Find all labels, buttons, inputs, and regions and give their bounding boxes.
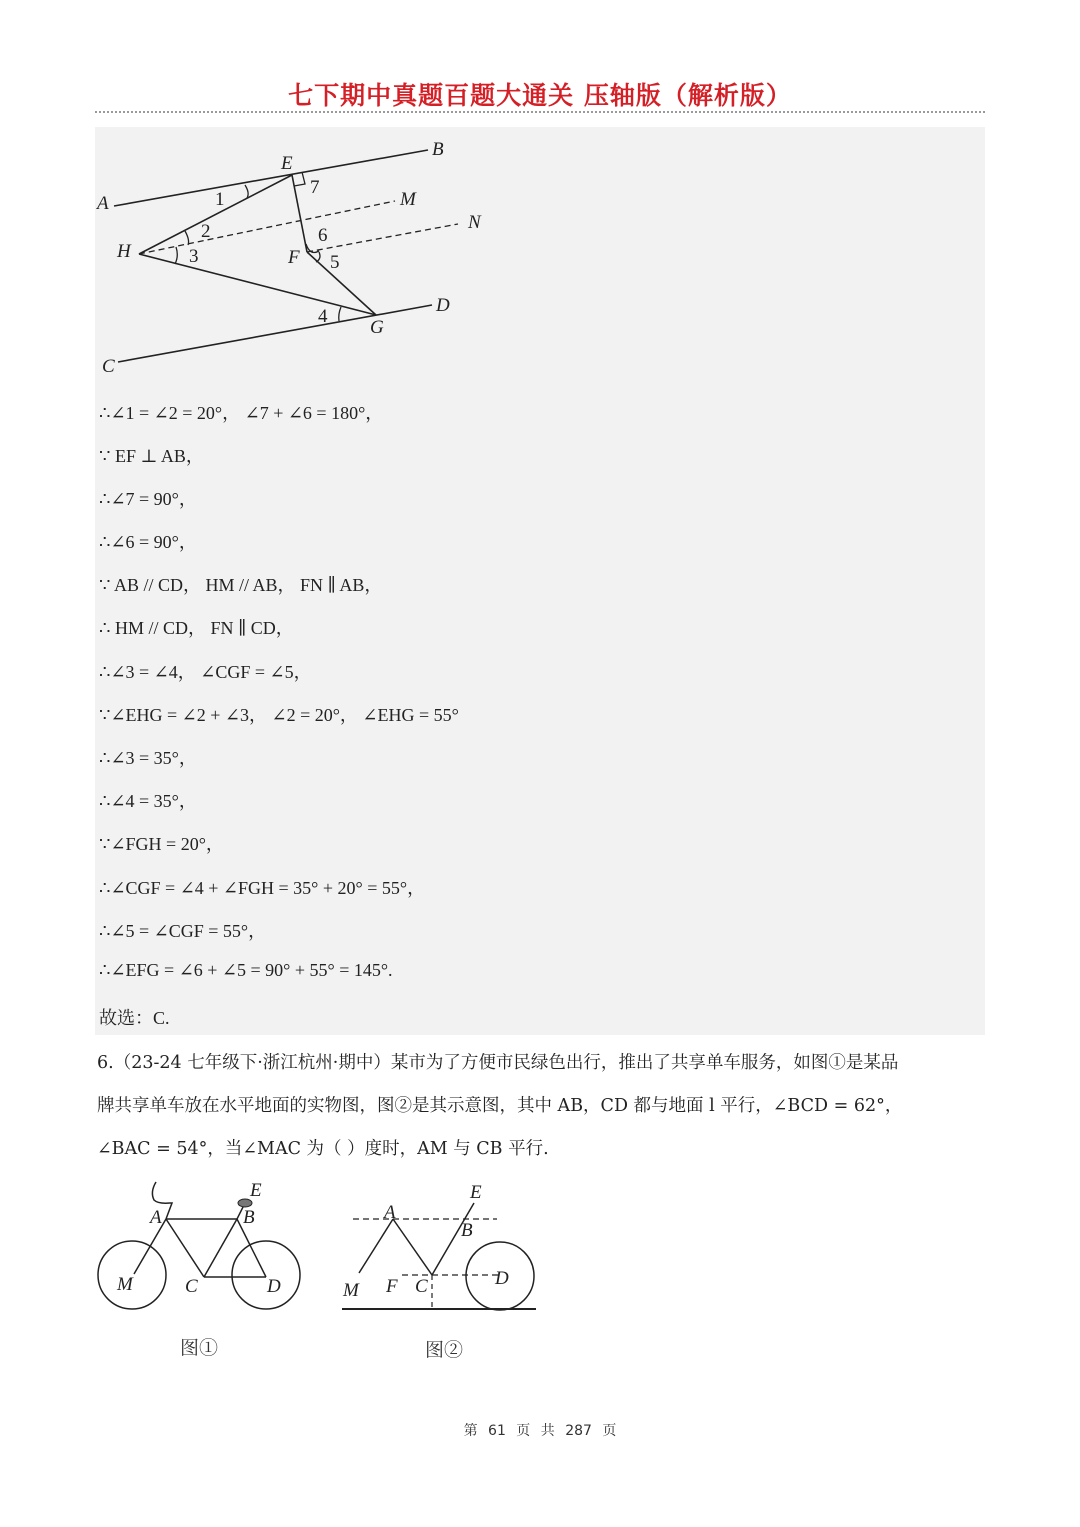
bike2-label-c: C xyxy=(415,1276,428,1297)
point-label-e: E xyxy=(281,153,293,174)
point-label-f: F xyxy=(288,247,300,268)
angle-label-1: 1 xyxy=(215,189,225,210)
question-number: 6. xyxy=(97,1053,114,1073)
solution-step: ∴∠7 = 90°， xyxy=(99,489,197,509)
solution-step: ∴∠3 = ∠4， ∠CGF = ∠5， xyxy=(99,662,312,682)
bike1-label-d: D xyxy=(267,1276,281,1297)
angle-label-7: 7 xyxy=(310,177,320,198)
point-label-d: D xyxy=(436,295,450,316)
page-indicator: 第 61 页 共 287 页 xyxy=(463,1423,617,1439)
solution-step: ∴∠EFG = ∠6 + ∠5 = 90° + 55° = 145°. xyxy=(99,960,393,980)
point-label-g: G xyxy=(370,317,384,338)
bicycle-schematic-figure xyxy=(330,1170,560,1330)
point-label-m: M xyxy=(400,189,416,210)
question-line-1 xyxy=(97,1042,977,1085)
point-label-b: B xyxy=(432,139,444,160)
bike2-label-a: A xyxy=(384,1202,396,1223)
bike2-label-b: B xyxy=(461,1220,473,1241)
solution-step: ∵∠FGH = 20°， xyxy=(99,834,224,854)
bike1-label-m: M xyxy=(117,1274,133,1295)
question-text: 某市为了方便市民绿色出行，推出了共享单车服务，如图①是某品 xyxy=(390,1053,899,1073)
question-line-3: ∠BAC = 54°，当∠MAC 为（ ）度时，AM 与 CB 平行. xyxy=(97,1139,549,1159)
solution-step: ∴∠4 = 35°， xyxy=(99,791,197,811)
bike2-label-f: F xyxy=(386,1276,398,1297)
angle-label-4: 4 xyxy=(318,306,328,327)
point-label-h: H xyxy=(117,241,131,262)
bike2-label-m: M xyxy=(343,1280,359,1301)
question-source: （23-24 七年级下·浙江杭州·期中） xyxy=(113,1053,391,1073)
solution-step: ∴∠6 = 90°， xyxy=(99,532,197,552)
solution-step: ∵ AB // CD， HM // AB， FN ∥ AB， xyxy=(99,575,383,595)
angle-label-2: 2 xyxy=(201,221,211,242)
solution-step: ∴∠CGF = ∠4 + ∠FGH = 35° + 20° = 55°， xyxy=(99,878,426,898)
bicycle-photo-figure xyxy=(90,1170,320,1330)
header-divider xyxy=(95,111,985,113)
bike1-label-c: C xyxy=(185,1276,198,1297)
document-title: 七下期中真题百题大通关 压轴版（解析版） xyxy=(288,81,792,110)
solution-panel xyxy=(95,127,985,1035)
figure-1-caption: 图① xyxy=(180,1337,219,1359)
bike2-label-e: E xyxy=(470,1182,482,1203)
bike1-label-b: B xyxy=(243,1207,255,1228)
angle-label-3: 3 xyxy=(189,246,199,267)
bike2-label-d: D xyxy=(495,1268,509,1289)
point-label-c: C xyxy=(102,356,115,377)
figure-2-caption: 图② xyxy=(425,1339,464,1361)
bike1-label-a: A xyxy=(150,1207,162,1228)
angle-label-5: 5 xyxy=(330,252,340,273)
solution-step: ∴∠1 = ∠2 = 20°， ∠7 + ∠6 = 180°， xyxy=(99,403,384,423)
question-line-2: 牌共享单车放在水平地面的实物图，图②是其示意图，其中 AB，CD 都与地面 l 平行，∠BCD = 62°， xyxy=(97,1096,903,1116)
answer-choice: 故选：C. xyxy=(99,1008,170,1028)
solution-step: ∵ EF ⊥ AB， xyxy=(99,446,204,466)
parallel-lines-figure xyxy=(95,127,515,387)
solution-step: ∴∠5 = ∠CGF = 55°， xyxy=(99,921,267,941)
solution-step: ∴∠3 = 35°， xyxy=(99,748,197,768)
point-label-a: A xyxy=(97,193,109,214)
solution-step: ∵∠EHG = ∠2 + ∠3， ∠2 = 20°， ∠EHG = 55° xyxy=(99,705,459,725)
question-6 xyxy=(97,1042,977,1171)
angle-label-6: 6 xyxy=(318,225,328,246)
solution-step: ∴ HM // CD， FN ∥ CD， xyxy=(99,618,294,638)
point-label-n: N xyxy=(468,212,481,233)
bike1-label-e: E xyxy=(250,1180,262,1201)
